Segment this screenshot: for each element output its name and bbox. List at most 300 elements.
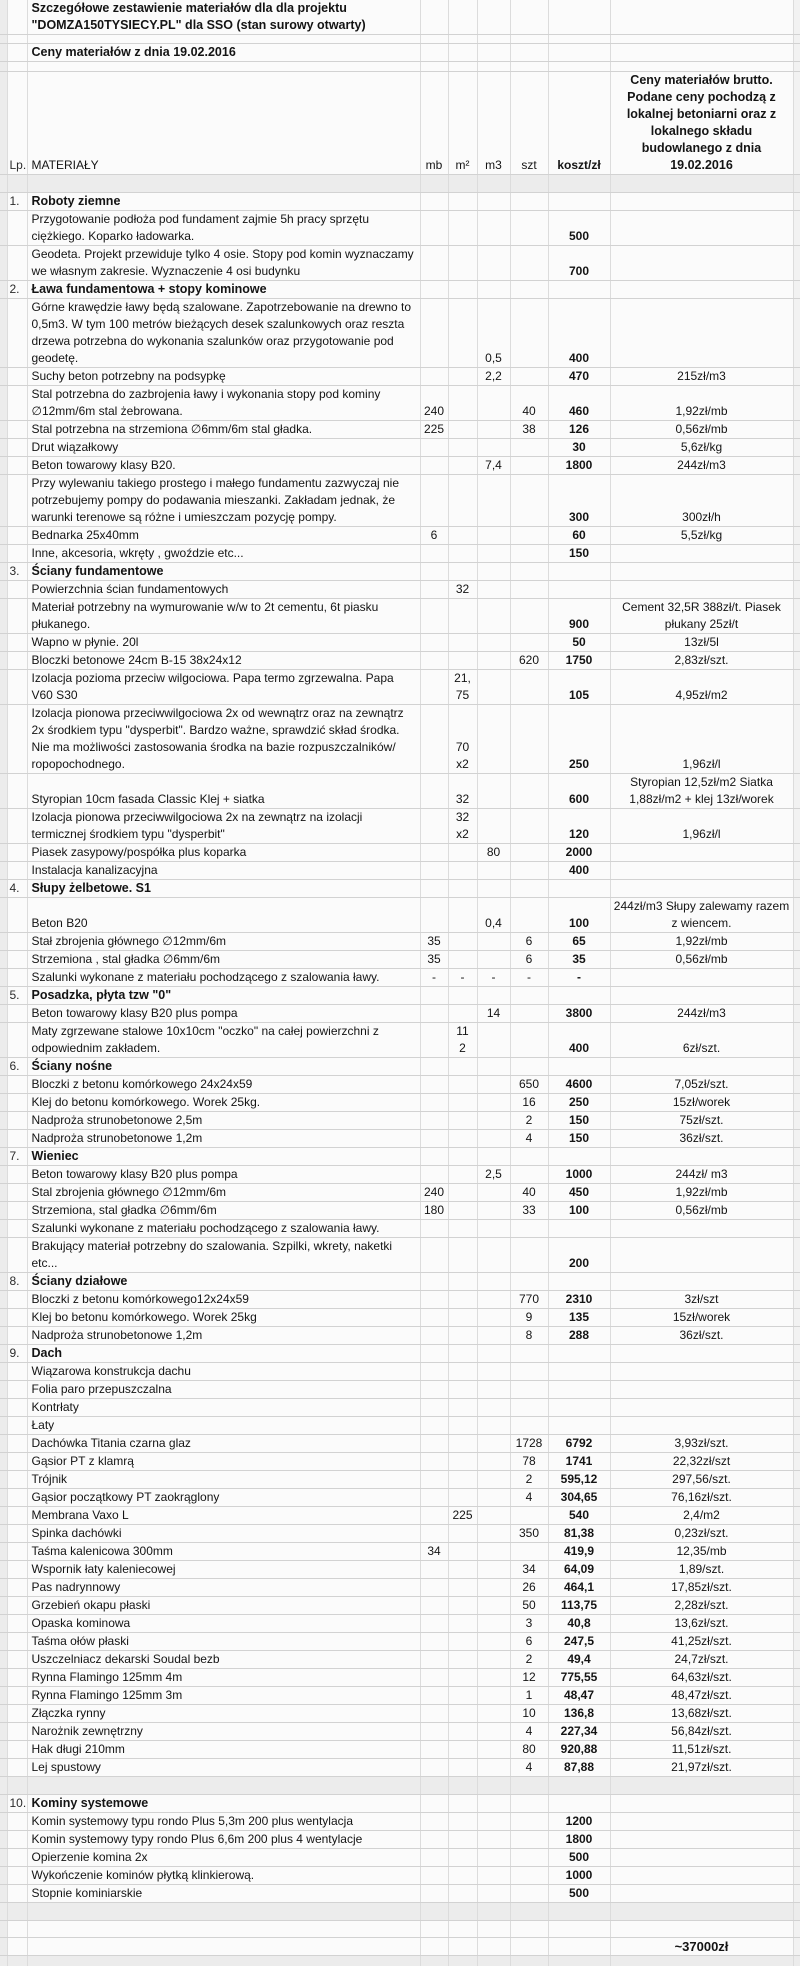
cell-m2 bbox=[448, 898, 477, 933]
table-row bbox=[0, 652, 800, 670]
col-header-mb: mb bbox=[420, 72, 448, 175]
row-end bbox=[793, 175, 800, 193]
cell-szt: 33 bbox=[510, 1202, 548, 1220]
row-gutter bbox=[0, 1813, 7, 1831]
table-row bbox=[0, 457, 800, 475]
cell-m3 bbox=[477, 1561, 510, 1579]
cell-lp bbox=[7, 1399, 27, 1417]
row-end bbox=[793, 1669, 800, 1687]
cell-m3 bbox=[477, 527, 510, 545]
cell-m3: 0,5 bbox=[477, 299, 510, 368]
cell-m3 bbox=[477, 599, 510, 634]
row-end bbox=[793, 1831, 800, 1849]
row-gutter bbox=[0, 1435, 7, 1453]
table-row bbox=[0, 1238, 800, 1273]
cell-mb bbox=[420, 652, 448, 670]
cell-m3 bbox=[477, 1058, 510, 1076]
cell-note: 1,92zł/mb bbox=[610, 1184, 793, 1202]
cell-note: 76,16zł/szt. bbox=[610, 1489, 793, 1507]
row-gutter bbox=[0, 72, 7, 175]
cell-m2 bbox=[448, 246, 477, 281]
cell-m2 bbox=[448, 175, 477, 193]
cell-m3: - bbox=[477, 969, 510, 987]
cell-m2 bbox=[448, 1130, 477, 1148]
cell-szt bbox=[510, 809, 548, 844]
cell-mb: 180 bbox=[420, 1202, 448, 1220]
cell-mb bbox=[420, 1633, 448, 1651]
row-gutter bbox=[0, 1687, 7, 1705]
cell-koszt bbox=[548, 1399, 610, 1417]
cell-koszt: 150 bbox=[548, 1112, 610, 1130]
item-description: Dachówka Titania czarna glaz bbox=[27, 1435, 420, 1453]
cell-koszt: 81,38 bbox=[548, 1525, 610, 1543]
table-row bbox=[0, 211, 800, 246]
cell-lp bbox=[7, 1831, 27, 1849]
cell-mb bbox=[420, 581, 448, 599]
cell-szt bbox=[510, 1903, 548, 1921]
cell-szt bbox=[510, 898, 548, 933]
cell-m3 bbox=[477, 1471, 510, 1489]
row-end bbox=[793, 1687, 800, 1705]
cell-szt bbox=[510, 1381, 548, 1399]
cell-mb bbox=[420, 1076, 448, 1094]
section-header-row bbox=[0, 1148, 800, 1166]
row-end bbox=[793, 1795, 800, 1813]
row-gutter bbox=[0, 652, 7, 670]
cell-koszt: 60 bbox=[548, 527, 610, 545]
row-end bbox=[793, 1094, 800, 1112]
cell-m2 bbox=[448, 1795, 477, 1813]
row-gutter bbox=[0, 193, 7, 211]
row-gutter bbox=[0, 1309, 7, 1327]
cell-m2 bbox=[448, 1831, 477, 1849]
cell-m3 bbox=[477, 1938, 510, 1956]
cell-lp bbox=[7, 809, 27, 844]
cell-mb bbox=[420, 1291, 448, 1309]
cell-szt bbox=[510, 1849, 548, 1867]
table-row bbox=[0, 1202, 800, 1220]
cell-koszt: 100 bbox=[548, 898, 610, 933]
row-end bbox=[793, 1543, 800, 1561]
cell-szt bbox=[510, 670, 548, 705]
cell-lp bbox=[7, 670, 27, 705]
table-row bbox=[0, 898, 800, 933]
cell-m3 bbox=[477, 774, 510, 809]
cell-m2 bbox=[448, 1184, 477, 1202]
row-end bbox=[793, 1435, 800, 1453]
item-description: Suchy beton potrzebny na podsypkę bbox=[27, 368, 420, 386]
cell-koszt: 500 bbox=[548, 1885, 610, 1903]
cell-koszt: 227,34 bbox=[548, 1723, 610, 1741]
row-end bbox=[793, 1309, 800, 1327]
row-gutter bbox=[0, 951, 7, 969]
cell-m2: 70 x2 bbox=[448, 705, 477, 774]
cell-m2 bbox=[448, 1345, 477, 1363]
table-row bbox=[0, 1381, 800, 1399]
item-description: Inne, akcesoria, wkręty , gwoździe etc... bbox=[27, 545, 420, 563]
row-end bbox=[793, 951, 800, 969]
item-description: Opierzenie komina 2x bbox=[27, 1849, 420, 1867]
cell-lp bbox=[7, 1417, 27, 1435]
cell-m2 bbox=[448, 1399, 477, 1417]
cell-lp: 3. bbox=[7, 563, 27, 581]
cell-koszt bbox=[548, 0, 610, 35]
cell-szt bbox=[510, 844, 548, 862]
cell-lp bbox=[7, 1381, 27, 1399]
cell-m2 bbox=[448, 1687, 477, 1705]
row-end bbox=[793, 386, 800, 421]
table-row bbox=[0, 545, 800, 563]
cell-note: 13zł/5l bbox=[610, 634, 793, 652]
cell-mb bbox=[420, 1579, 448, 1597]
item-description: Styropian 10cm fasada Classic Klej + siatka bbox=[27, 774, 420, 809]
cell-m3 bbox=[477, 951, 510, 969]
cell-m3 bbox=[477, 1273, 510, 1291]
cell-note: 297,56/szt. bbox=[610, 1471, 793, 1489]
cell-szt bbox=[510, 368, 548, 386]
cell-m3 bbox=[477, 880, 510, 898]
row-end bbox=[793, 439, 800, 457]
cell-lp bbox=[7, 1112, 27, 1130]
cell-m2 bbox=[448, 1525, 477, 1543]
cell-koszt bbox=[548, 281, 610, 299]
cell-lp bbox=[7, 1597, 27, 1615]
cell-szt: 26 bbox=[510, 1579, 548, 1597]
cell-m2: 32 bbox=[448, 581, 477, 599]
spacer-row bbox=[0, 1777, 800, 1795]
cell-szt: 4 bbox=[510, 1723, 548, 1741]
cell-note bbox=[610, 211, 793, 246]
table-row bbox=[0, 809, 800, 844]
table-row bbox=[0, 1471, 800, 1489]
row-gutter bbox=[0, 1956, 7, 1967]
item-description: Wspornik łaty kaleniecowej bbox=[27, 1561, 420, 1579]
row-end bbox=[793, 0, 800, 35]
cell-note bbox=[610, 545, 793, 563]
cell-m2 bbox=[448, 527, 477, 545]
cell-koszt: 100 bbox=[548, 1202, 610, 1220]
cell-note bbox=[610, 1777, 793, 1795]
table-row bbox=[0, 1166, 800, 1184]
cell-koszt: 48,47 bbox=[548, 1687, 610, 1705]
cell-mb bbox=[420, 475, 448, 527]
section-title: Posadzka, płyta tzw "0" bbox=[27, 987, 420, 1005]
row-end bbox=[793, 1633, 800, 1651]
cell-mb bbox=[420, 246, 448, 281]
table-row bbox=[0, 386, 800, 421]
cell-szt: 9 bbox=[510, 1309, 548, 1327]
section-header-row bbox=[0, 1345, 800, 1363]
cell-szt bbox=[510, 1148, 548, 1166]
cell-mb bbox=[420, 1309, 448, 1327]
cell-mb bbox=[420, 1849, 448, 1867]
cell-note: 0,23zł/szt. bbox=[610, 1525, 793, 1543]
item-description: Gąsior początkowy PT zaokrąglony bbox=[27, 1489, 420, 1507]
cell-note: Cement 32,5R 388zł/t. Piasek płukany 25zł/t bbox=[610, 599, 793, 634]
cell-szt bbox=[510, 475, 548, 527]
row-end bbox=[793, 1453, 800, 1471]
cell-note: 24,7zł/szt. bbox=[610, 1651, 793, 1669]
row-end bbox=[793, 933, 800, 951]
cell-lp bbox=[7, 652, 27, 670]
cell-mb bbox=[420, 1561, 448, 1579]
cell-koszt: 113,75 bbox=[548, 1597, 610, 1615]
cell-m2 bbox=[448, 880, 477, 898]
cell-lp bbox=[7, 951, 27, 969]
cell-szt: 40 bbox=[510, 386, 548, 421]
item-description: Komin systemowy typu rondo Plus 5,3m 200 plus wentylacja bbox=[27, 1813, 420, 1831]
cell-note: 244zł/m3 bbox=[610, 457, 793, 475]
cell-mb bbox=[420, 299, 448, 368]
cell-mb bbox=[420, 1058, 448, 1076]
bottom-strip bbox=[0, 1956, 800, 1967]
cell-koszt: 470 bbox=[548, 368, 610, 386]
cell-m2: - bbox=[448, 969, 477, 987]
item-description: Materiał potrzebny na wymurowanie w/w to 2t cementu, 6t piasku płukanego. bbox=[27, 599, 420, 634]
cell-note bbox=[610, 1417, 793, 1435]
cell-koszt: 87,88 bbox=[548, 1759, 610, 1777]
cell-note bbox=[610, 1220, 793, 1238]
cell-koszt bbox=[548, 1363, 610, 1381]
cell-m3: 0,4 bbox=[477, 898, 510, 933]
row-end bbox=[793, 457, 800, 475]
table-row bbox=[0, 1687, 800, 1705]
cell-m2 bbox=[448, 1615, 477, 1633]
cell-szt: 2 bbox=[510, 1651, 548, 1669]
cell-note bbox=[610, 581, 793, 599]
spacer-row bbox=[0, 175, 800, 193]
cell-m3 bbox=[477, 1849, 510, 1867]
row-end bbox=[793, 1130, 800, 1148]
cell-szt: 2 bbox=[510, 1471, 548, 1489]
cell-m2 bbox=[448, 844, 477, 862]
cell-m2 bbox=[448, 634, 477, 652]
table-row bbox=[0, 1435, 800, 1453]
cell-mb bbox=[420, 1723, 448, 1741]
cell-note: 4,95zł/m2 bbox=[610, 670, 793, 705]
cell-koszt: - bbox=[548, 969, 610, 987]
item-description: Bednarka 25x40mm bbox=[27, 527, 420, 545]
row-gutter bbox=[0, 1831, 7, 1849]
cell-koszt: 288 bbox=[548, 1327, 610, 1345]
row-end bbox=[793, 1112, 800, 1130]
cell-szt bbox=[510, 1938, 548, 1956]
cell-lp bbox=[7, 634, 27, 652]
cell-m3 bbox=[477, 563, 510, 581]
row-gutter bbox=[0, 933, 7, 951]
cell-note: 5,6zł/kg bbox=[610, 439, 793, 457]
cell-m3 bbox=[477, 1705, 510, 1723]
section-title: Ściany nośne bbox=[27, 1058, 420, 1076]
cell-koszt: 250 bbox=[548, 705, 610, 774]
cell-m3 bbox=[477, 193, 510, 211]
table-row bbox=[0, 862, 800, 880]
row-gutter bbox=[0, 211, 7, 246]
cell-koszt: 126 bbox=[548, 421, 610, 439]
cell-m3 bbox=[477, 246, 510, 281]
cell-mb bbox=[420, 1005, 448, 1023]
cell-note: 7,05zł/szt. bbox=[610, 1076, 793, 1094]
spacer-row bbox=[0, 35, 800, 44]
table-row bbox=[0, 1417, 800, 1435]
cell-koszt: 4600 bbox=[548, 1076, 610, 1094]
cell-lp bbox=[7, 1813, 27, 1831]
cell-m2 bbox=[448, 933, 477, 951]
table-row bbox=[0, 1705, 800, 1723]
cell-m2 bbox=[448, 1327, 477, 1345]
cell-lp bbox=[7, 1921, 27, 1938]
row-gutter bbox=[0, 1525, 7, 1543]
cell-lp: 2. bbox=[7, 281, 27, 299]
item-description: Trójnik bbox=[27, 1471, 420, 1489]
row-end bbox=[793, 1903, 800, 1921]
cell-szt: 3 bbox=[510, 1615, 548, 1633]
cell-m3 bbox=[477, 1220, 510, 1238]
item-description: Nadproża strunobetonowe 1,2m bbox=[27, 1130, 420, 1148]
row-gutter bbox=[0, 1795, 7, 1813]
row-end bbox=[793, 211, 800, 246]
row-gutter bbox=[0, 1633, 7, 1651]
cell-mb bbox=[420, 1166, 448, 1184]
row-end bbox=[793, 1023, 800, 1058]
cell-szt bbox=[510, 1005, 548, 1023]
cell-note bbox=[610, 1345, 793, 1363]
cell-lp bbox=[7, 581, 27, 599]
item-description: Przy wylewaniu takiego prostego i małego fundamentu zazwyczaj nie potrzebujemy pompy do podawania mieszanki. Zakładam jednak, że warunki terenowe są różne i umieszczam pozycję pompy. bbox=[27, 475, 420, 527]
cell-note: 2,83zł/szt. bbox=[610, 652, 793, 670]
cell-note: 1,92zł/mb bbox=[610, 386, 793, 421]
cell-m2 bbox=[448, 987, 477, 1005]
row-end bbox=[793, 421, 800, 439]
cell-szt: 4 bbox=[510, 1489, 548, 1507]
row-gutter bbox=[0, 386, 7, 421]
cell-lp bbox=[7, 1651, 27, 1669]
cell-mb bbox=[420, 898, 448, 933]
cell-szt: 620 bbox=[510, 652, 548, 670]
cell-note bbox=[610, 1381, 793, 1399]
item-description: Membrana Vaxo L bbox=[27, 1507, 420, 1525]
row-end bbox=[793, 1938, 800, 1956]
cell-m3: 2,2 bbox=[477, 368, 510, 386]
section-title: Dach bbox=[27, 1345, 420, 1363]
cell-m2 bbox=[448, 1435, 477, 1453]
price-date-row bbox=[0, 44, 800, 62]
cell-m2 bbox=[448, 1058, 477, 1076]
table-row bbox=[0, 1885, 800, 1903]
cell-m3 bbox=[477, 1399, 510, 1417]
cell-szt bbox=[510, 1543, 548, 1561]
cell-mb: 35 bbox=[420, 951, 448, 969]
table-row bbox=[0, 1669, 800, 1687]
table-row bbox=[0, 1759, 800, 1777]
cell-note: 64,63zł/szt. bbox=[610, 1669, 793, 1687]
row-end bbox=[793, 1777, 800, 1795]
row-end bbox=[793, 1381, 800, 1399]
cell-desc bbox=[27, 175, 420, 193]
cell-m2 bbox=[448, 1561, 477, 1579]
cell-szt bbox=[510, 1363, 548, 1381]
table-row bbox=[0, 705, 800, 774]
cell-note bbox=[610, 1399, 793, 1417]
cell-m2 bbox=[448, 1903, 477, 1921]
cell-koszt: 120 bbox=[548, 809, 610, 844]
cell-koszt: 1000 bbox=[548, 1867, 610, 1885]
row-end bbox=[793, 1327, 800, 1345]
cell-koszt bbox=[548, 1938, 610, 1956]
cell-lp bbox=[7, 1435, 27, 1453]
cell-m2 bbox=[448, 1148, 477, 1166]
cell-mb: 240 bbox=[420, 386, 448, 421]
cell-szt: 1 bbox=[510, 1687, 548, 1705]
row-end bbox=[793, 1399, 800, 1417]
row-end bbox=[793, 72, 800, 175]
cell-m2 bbox=[448, 421, 477, 439]
cell-m3 bbox=[477, 175, 510, 193]
cell-m2 bbox=[448, 457, 477, 475]
cell-lp bbox=[7, 844, 27, 862]
cell-szt bbox=[510, 1058, 548, 1076]
item-description: Nadproża strunobetonowe 2,5m bbox=[27, 1112, 420, 1130]
row-gutter bbox=[0, 1597, 7, 1615]
cell-lp: 9. bbox=[7, 1345, 27, 1363]
cell-mb bbox=[420, 862, 448, 880]
cell-szt: 6 bbox=[510, 933, 548, 951]
cell-m2: 225 bbox=[448, 1507, 477, 1525]
item-description: Złączka rynny bbox=[27, 1705, 420, 1723]
spacer-row bbox=[0, 62, 800, 72]
item-description: Wykończenie kominów płytką klinkierową. bbox=[27, 1867, 420, 1885]
cell-note: 17,85zł/szt. bbox=[610, 1579, 793, 1597]
cell-szt: 6 bbox=[510, 951, 548, 969]
cell-m3 bbox=[477, 634, 510, 652]
row-end bbox=[793, 1849, 800, 1867]
cell-koszt: 300 bbox=[548, 475, 610, 527]
cell-koszt: 400 bbox=[548, 1023, 610, 1058]
row-gutter bbox=[0, 1417, 7, 1435]
item-description: Powierzchnia ścian fundamentowych bbox=[27, 581, 420, 599]
cell-szt bbox=[510, 1777, 548, 1795]
cell-m3 bbox=[477, 1633, 510, 1651]
cell-note bbox=[610, 1813, 793, 1831]
cell-koszt: 3800 bbox=[548, 1005, 610, 1023]
cell-koszt bbox=[548, 1273, 610, 1291]
cell-note bbox=[610, 1273, 793, 1291]
cell-koszt: 450 bbox=[548, 1184, 610, 1202]
table-row bbox=[0, 1813, 800, 1831]
table-row bbox=[0, 368, 800, 386]
row-end bbox=[793, 1561, 800, 1579]
cell-szt bbox=[510, 1507, 548, 1525]
cell-szt: 10 bbox=[510, 1705, 548, 1723]
cell-mb bbox=[420, 0, 448, 35]
cell-koszt: 200 bbox=[548, 1238, 610, 1273]
cell-m2 bbox=[448, 1579, 477, 1597]
title-row bbox=[0, 0, 800, 35]
col-header-szt: szt bbox=[510, 72, 548, 175]
cell-lp bbox=[7, 1561, 27, 1579]
item-description: Maty zgrzewane stalowe 10x10cm "oczko" na całej powierzchni z odpowiednim zakładem. bbox=[27, 1023, 420, 1058]
cell-szt bbox=[510, 1399, 548, 1417]
section-title: Ława fundamentowa + stopy kominowe bbox=[27, 281, 420, 299]
row-gutter bbox=[0, 1238, 7, 1273]
table-row bbox=[0, 299, 800, 368]
section-header-row bbox=[0, 563, 800, 581]
cell-koszt: 65 bbox=[548, 933, 610, 951]
cell-szt bbox=[510, 193, 548, 211]
cell-lp bbox=[7, 1166, 27, 1184]
col-header-koszt: koszt/zł bbox=[548, 72, 610, 175]
item-description: Wapno w płynie. 20l bbox=[27, 634, 420, 652]
